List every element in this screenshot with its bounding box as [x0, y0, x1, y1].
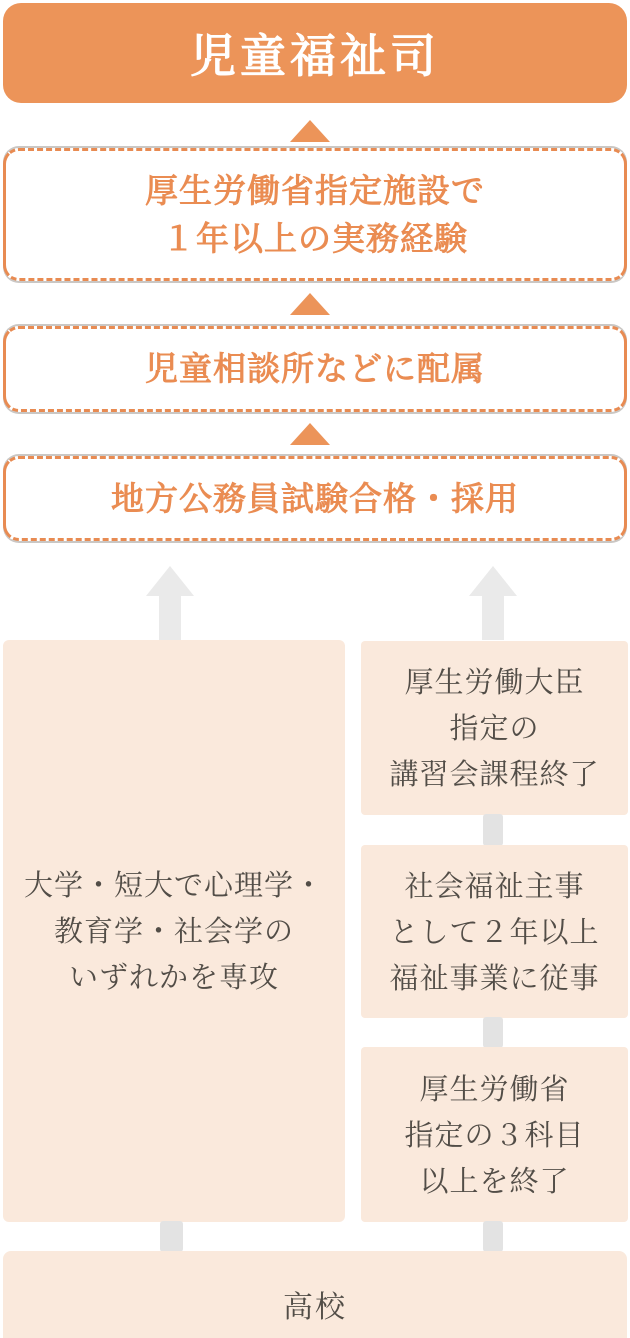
route-box-subjects [361, 1047, 628, 1222]
step-exam-label: 地方公務員試験合格・採用 [111, 478, 519, 518]
step-box-experience [3, 148, 627, 281]
step-experience-line1: 厚生労働省指定施設で [145, 170, 485, 210]
step-assignment-label: 児童相談所などに配属 [145, 349, 485, 388]
route-shuji-line2: として２年以上 [389, 914, 600, 949]
connector-university-highschool [160, 1221, 183, 1252]
route-box-course [361, 641, 628, 815]
connector-shuji-subjects [483, 1017, 503, 1048]
route-subjects-line3: 以上を終了 [419, 1163, 570, 1198]
route-course-line2: 指定の [449, 711, 540, 745]
route-university-line1: 大学・短大で心理学・ [23, 868, 324, 902]
connector-course-shuji [483, 814, 503, 846]
route-course-line1: 厚生労働大臣 [404, 665, 585, 699]
up-triangle-icon [290, 293, 330, 315]
route-shuji-line3: 福祉事業に従事 [389, 960, 600, 995]
route-course-line3: 講習会課程終了 [389, 757, 600, 791]
up-triangle-icon [290, 423, 330, 445]
route-shuji-line1: 社会福祉主事 [404, 868, 585, 903]
goal-banner-label: 児童福祉司 [190, 29, 440, 83]
base-box-highschool [3, 1251, 627, 1338]
route-box-university [3, 640, 345, 1222]
up-arrow-head [146, 566, 194, 596]
route-box-shuji [361, 845, 628, 1018]
step-experience-line2: １年以上の実務経験 [162, 218, 468, 258]
route-university-line3: いずれかを専攻 [68, 960, 279, 994]
step-box-exam [3, 456, 627, 541]
route-subjects-line2: 指定の３科目 [404, 1117, 585, 1152]
route-university-line2: 教育学・社会学の [53, 914, 294, 948]
up-arrow-stem [159, 594, 181, 640]
highschool-label: 高校 [283, 1289, 347, 1325]
up-arrow-head [469, 566, 517, 596]
up-arrow-stem [482, 594, 504, 640]
up-triangle-icon [290, 120, 330, 142]
goal-banner [3, 3, 627, 103]
route-subjects-line1: 厚生労働省 [419, 1071, 570, 1106]
step-box-assignment [3, 326, 627, 412]
connector-routes-highschool [483, 1221, 503, 1252]
